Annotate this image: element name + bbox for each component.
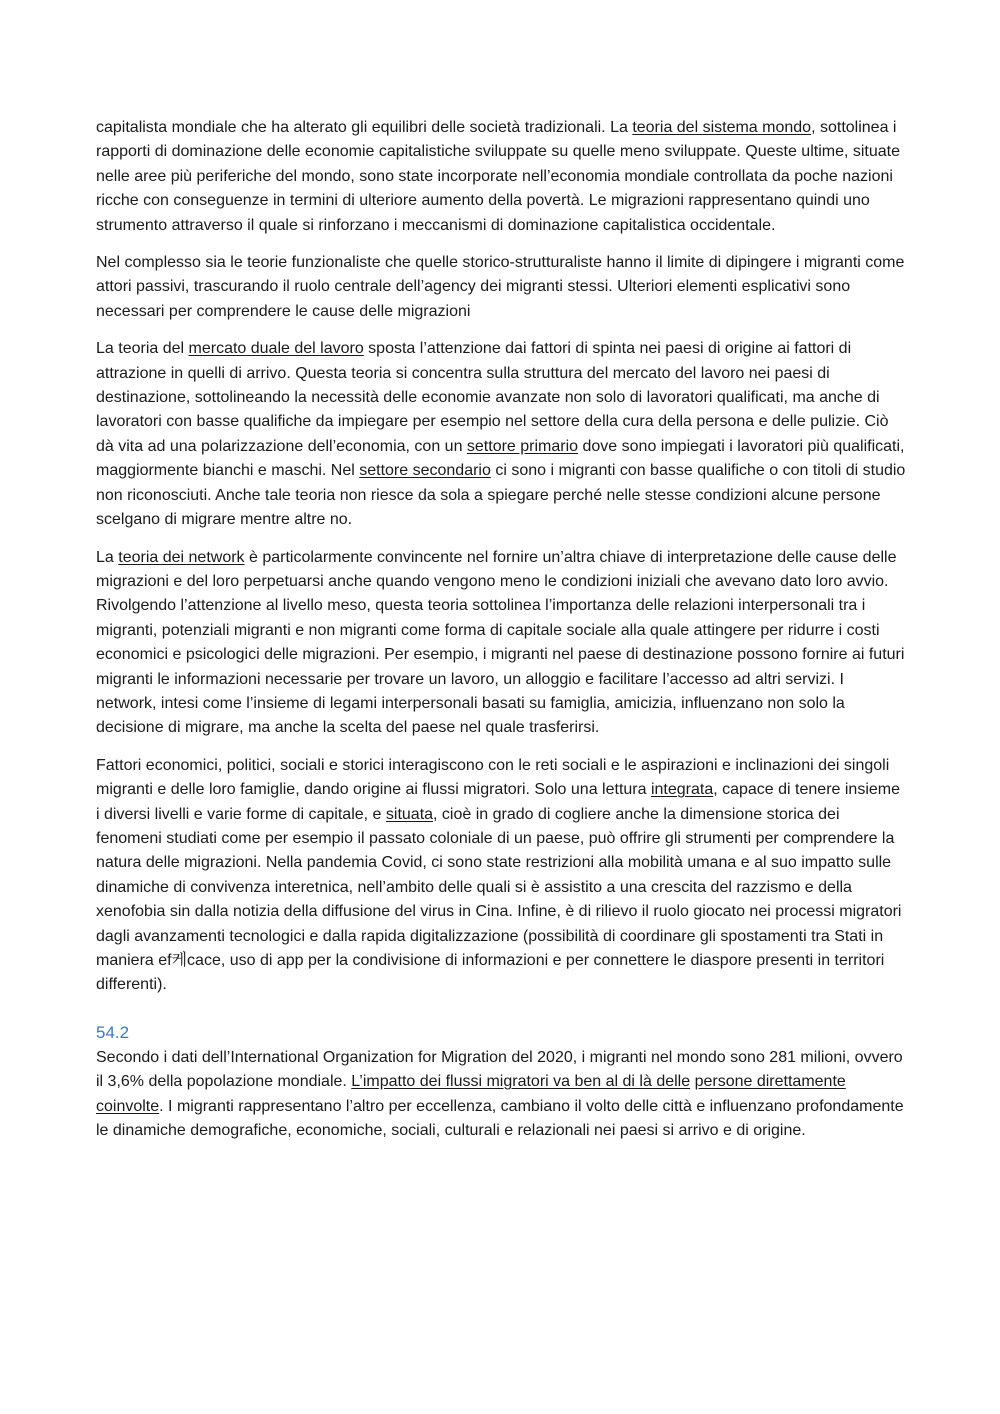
- underlined-term: mercato duale del lavoro: [188, 340, 364, 358]
- text-run: sposta l’attenzione dai fattori di spinta nei paesi di origine ai fattori di attrazione in quelli di arrivo. Questa teoria si concentra sulla struttura del mercato del lavoro nei paesi di destinazione, sottolineando la necessità delle economie avanzate non solo di lavoratori qualificati, ma anche di lavoratori con basse qualifiche da impiegare per esempio nel settore della cura della persona e delle pulizie. Ciò dà vita ad una polarizzazione dell’economia, con un: [96, 340, 889, 455]
- text-run: Secondo i dati dell’International Organization for Migration del 2020, i migranti nel mondo sono 281 milioni, ovvero il 3,6% della popolazione mondiale.: [96, 1048, 903, 1091]
- text-run: ci sono i migranti con basse qualifiche o con titoli di studio non riconosciuti. Anche tale teoria non riesce da sola a spiegare perché nelle stesse condizioni alcune persone scelgano di migrare mentre altre no.: [96, 462, 906, 529]
- text-run: , capace di tenere insieme i diversi livelli e varie forme di capitale, e: [96, 781, 900, 823]
- text-run: dove sono impiegati i lavoratori più qualificati, maggiormente bianchi e maschi. Nel: [96, 437, 905, 480]
- text-run: , cioè in grado di cogliere anche la dimensione storica dei fenomeni studiati come per esempio il passato coloniale di un paese, può offrire gli strumenti per comprendere la natura delle migrazioni. Nella pandemia Covid, ci sono state restrizioni alla mobilità umana e al suo impatto sulle dinamiche di convivenza interetnica, nell’ambito delle quali si è assistito a una crescita del razzismo e della xenofobia sin dalla notizia della diffusione del virus in Cina. Infine, è di rilievo il ruolo giocato nei processi migratori dagli avanzamenti tecnologici e dalla rapida digitalizzazione (possibilità di coordinare gli spostamenti tra Stati in maniera ef케cace, uso di app per la condivisione di informazioni e per connettere le diaspore presenti in territori differenti).: [96, 805, 902, 994]
- paragraph: [96, 546, 906, 741]
- text-run: Fattori economici, politici, sociali e storici interagiscono con le reti sociali e le aspirazioni e inclinazioni dei singoli migranti e delle loro famiglie, dando origine ai flussi migratori. Solo una lettura: [96, 756, 890, 799]
- underlined-term: persone direttamente coinvolte: [96, 1073, 846, 1115]
- text-run: , sottolinea i rapporti di dominazione delle economie capitalistiche sviluppate su quelle meno sviluppate. Queste ultime, situate nelle aree più periferiche del mondo, sono state incorporate nell’economia mondiale controllata da poche nazioni ricche con conseguenze in termini di ulteriore aumento della povertà. Le migrazioni rappresentano quindi uno strumento attraverso il quale si rinforzano i meccanismi di dominazione capitalistica occidentale.: [96, 119, 901, 234]
- paragraph: [96, 754, 906, 998]
- final-paragraph: [96, 1046, 906, 1144]
- text-run: è particolarmente convincente nel fornire un’altra chiave di interpretazione delle cause delle migrazioni e del loro perpetuarsi anche quando vengono meno le condizioni iniziali che avevano dato loro avvio. Rivolgendo l’attenzione al livello meso, questa teoria sottolinea l’importanza delle relazioni interpersonali tra i migranti, potenziali migranti e non migranti come forma di capitale sociale alla quale attingere per ridurre i costi economici e psicologici delle migrazioni. Per esempio, i migranti nel paese di destinazione possono fornire ai futuri migranti le informazioni necessarie per trovare un lavoro, un alloggio e facilitare l’accesso ad altri servizi. I network, intesi come l’insieme di legami interpersonali basati su famiglia, amicizia, influenzano non solo la decisione di migrare, ma anche la scelta del paese nel quale trasferirsi.: [96, 548, 905, 737]
- paragraph: [96, 116, 906, 238]
- text-run: . I migranti rappresentano l’altro per eccellenza, cambiano il volto delle città e influenzano profondamente le dinamiche demografiche, economiche, sociali, culturali e relazionali nei paesi si arrivo e di origine.: [96, 1097, 904, 1140]
- text-run: capitalista mondiale che ha alterato gli equilibri delle società tradizionali. La: [96, 119, 633, 136]
- text-run: La: [96, 548, 119, 566]
- underlined-term: integrata: [650, 781, 714, 799]
- section-heading: 54.2: [96, 1022, 130, 1042]
- paragraph: [96, 251, 906, 324]
- underlined-term: situata: [385, 805, 434, 823]
- underlined-term: settore primario: [466, 437, 579, 455]
- underlined-term: L’impatto dei flussi migratori va ben al di là delle: [351, 1073, 691, 1091]
- paragraph: [96, 337, 906, 532]
- text-run: Nel complesso sia le teorie funzionaliste che quelle storico-strutturaliste hanno il limite di dipingere i migranti come attori passivi, trascurando il ruolo centrale dell’agency dei migranti stessi. Ulteriori elementi esplicativi sono necessari per comprendere le cause delle migrazioni: [96, 254, 905, 320]
- underlined-term: teoria del sistema mondo: [632, 119, 812, 136]
- underlined-term: settore secondario: [359, 462, 491, 480]
- underlined-term: teoria dei network: [118, 548, 245, 566]
- text-run: La teoria del: [96, 340, 189, 358]
- body-text: [96, 116, 906, 998]
